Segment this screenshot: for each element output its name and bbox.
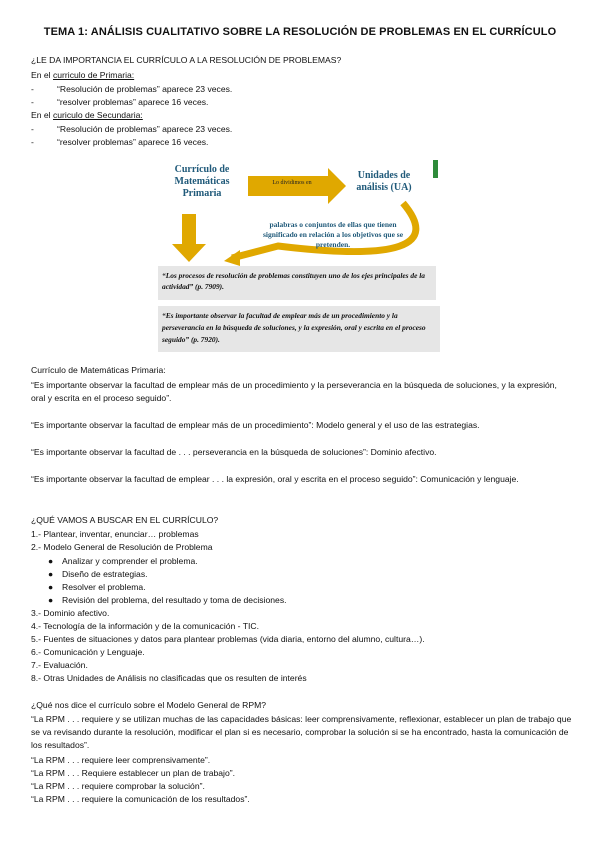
list-item: 6.- Comunicación y Lenguaje. <box>31 647 145 657</box>
primaria-item: - “resolver problemas” aparece 16 veces. <box>31 97 209 107</box>
section4-heading: ¿Qué nos dice el currículo sobre el Modelo General de RPM? <box>31 700 267 710</box>
list-item: 8.- Otras Unidades de Análisis no clasificadas que os resulten de interés <box>31 673 307 683</box>
bullet-text: Analizar y comprender el problema. <box>62 556 198 566</box>
units-note: palabras o conjuntos de ellas que tienen significado en relación a los objetivos que se pretenden. <box>262 220 404 249</box>
bullet-item: ● Resolver el problema. <box>48 582 146 592</box>
bullet-item: ● Diseño de estrategias. <box>48 569 148 579</box>
quote2-text: “Es importante observar la facultad de emplear más de un procedimiento y la perseverancia en la búsqueda de soluciones, y la expresión, oral y escrita en el proceso seguido” (p. 7920). <box>162 311 426 344</box>
primaria-line <box>31 70 134 81</box>
list-item: 3.- Dominio afectivo. <box>31 608 110 618</box>
units-box-label: Unidades de análisis (UA) <box>356 170 412 193</box>
page-title: TEMA 1: ANÁLISIS CUALITATIVO SOBRE LA RESOLUCIÓN DE PROBLEMAS EN EL CURRÍCULO <box>43 26 557 38</box>
primaria-item-text: “Resolución de problemas” aparece 23 veces. <box>57 84 233 94</box>
section2-p2: “Es importante observar la facultad de . . . perseverancia en la búsqueda de soluciones”: Dominio afectivo. <box>31 447 437 457</box>
list-item: 4.- Tecnología de la información y de la comunicación - TIC. <box>31 621 260 631</box>
section2-p1: “Es importante observar la facultad de emplear más de un procedimiento”: Modelo general y el uso de las estrategias. <box>31 420 480 430</box>
rpm-line: “La RPM . . . requiere comprobar la solución”. <box>31 781 205 791</box>
secundaria-item: - “resolver problemas” aparece 16 veces. <box>31 137 209 147</box>
bullet-text: Resolver el problema. <box>62 582 146 592</box>
curriculum-diagram <box>158 158 440 354</box>
bullet-item: ● Analizar y comprender el problema. <box>48 556 198 566</box>
right-arrow-icon <box>248 168 346 204</box>
quote1-text: “Los procesos de resolución de problemas constituyen uno de los ejes principales de la actividad” (p. 7909). <box>162 271 425 291</box>
section3-heading: ¿QUÉ VAMOS A BUSCAR EN EL CURRÍCULO? <box>31 515 219 525</box>
section4-quote: “La RPM . . . requiere y se utilizan muchas de las capacidades básicas: leer comprensivamente, reflexionar, establecer un plan de trabajo que se va revisando durante la resolución, modificar el plan si es necesario, comprobar la solución si se ha encontrado, hasta la comunicación de los resultados”. <box>31 714 572 750</box>
list-item: 1.- Plantear, inventar, enunciar… problemas <box>31 529 199 539</box>
primaria-item-text: “resolver problemas” aparece 16 veces. <box>57 97 209 107</box>
primaria-item: - “Resolución de problemas” aparece 23 veces. <box>31 84 233 94</box>
secundaria-item-text: “Resolución de problemas” aparece 23 veces. <box>57 124 233 134</box>
primaria-prefix: En el <box>31 70 53 80</box>
secundaria-prefix: En el <box>31 110 53 120</box>
decor-bar-icon <box>433 160 438 178</box>
secundaria-line <box>31 110 143 121</box>
list-item: 2.- Modelo General de Resolución de Problema <box>31 542 213 552</box>
rpm-line: “La RPM . . . requiere leer comprensivamente”. <box>31 755 211 765</box>
bullet-text: Revisión del problema, del resultado y toma de decisiones. <box>62 595 287 605</box>
section1-heading: ¿LE DA IMPORTANCIA EL CURRÍCULO A LA RESOLUCIÓN DE PROBLEMAS? <box>31 55 342 65</box>
rpm-line: “La RPM . . . Requiere establecer un plan de trabajo”. <box>31 768 235 778</box>
arrow-label: Lo dividimos en <box>272 180 312 186</box>
list-item: 5.- Fuentes de situaciones y datos para plantear problemas (vida diaria, entorno del alumno, cultura…). <box>31 634 425 644</box>
curriculum-box-label: Currículo de Matemáticas Primaria <box>174 164 230 199</box>
secundaria-link: curiculo de Secundaria: <box>52 110 143 120</box>
section2-quote: “Es importante observar la facultad de emplear más de un procedimiento y la perseverancia en la búsqueda de soluciones, y la expresión, oral y escrita en el proceso seguido”. <box>31 380 557 403</box>
rpm-line: “La RPM . . . requiere la comunicación de los resultados”. <box>31 794 250 804</box>
list-item: 7.- Evaluación. <box>31 660 88 670</box>
secundaria-item: - “Resolución de problemas” aparece 23 veces. <box>31 124 233 134</box>
section2-heading: Currículo de Matemáticas Primaria: <box>31 365 166 375</box>
secundaria-item-text: “resolver problemas” aparece 16 veces. <box>57 137 209 147</box>
bullet-item: ● Revisión del problema, del resultado y toma de decisiones. <box>48 595 287 605</box>
primaria-link: curriculo de Primaria: <box>52 70 135 80</box>
section2-p3: “Es importante observar la facultad de emplear . . . la expresión, oral y escrita en el proceso seguido”: Comunicación y lenguaje. <box>31 474 519 484</box>
bullet-text: Diseño de estrategias. <box>62 569 148 579</box>
down-arrow-icon <box>172 214 206 262</box>
